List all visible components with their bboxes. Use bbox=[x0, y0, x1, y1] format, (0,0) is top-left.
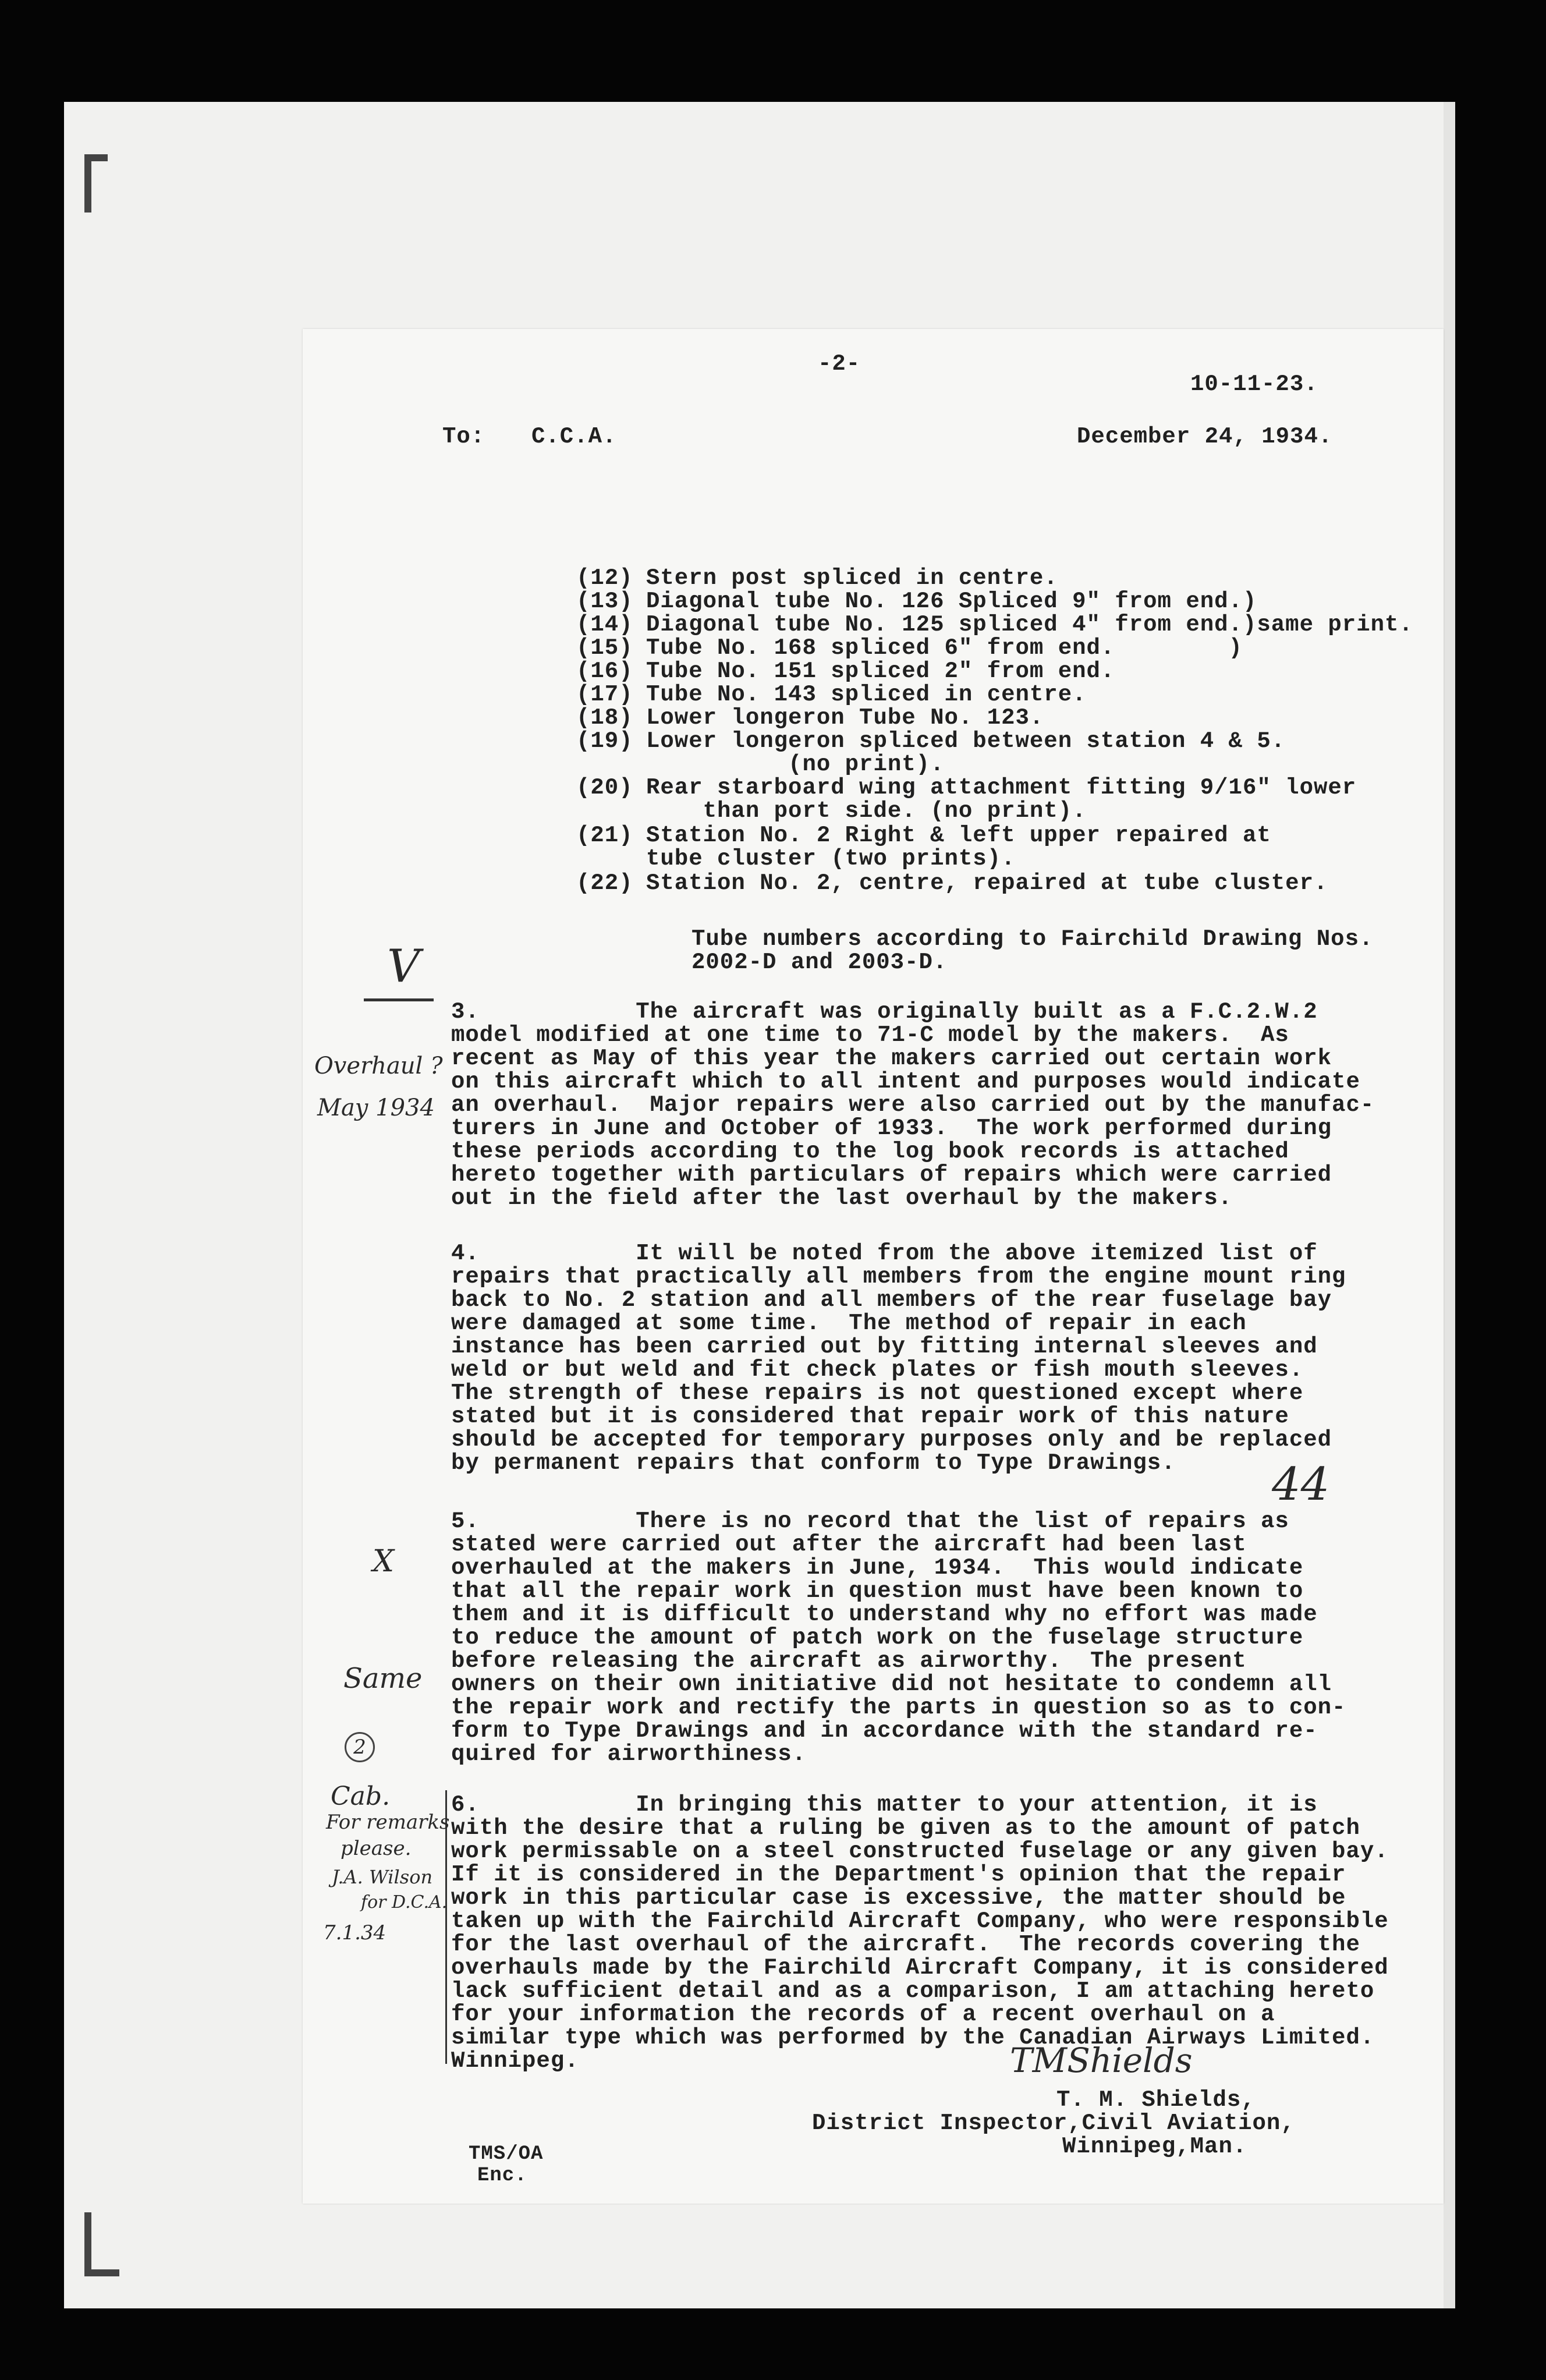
item-text: tube cluster (two prints). bbox=[646, 846, 1016, 872]
para4-line: instance has been carried out by fitting internal sleeves and bbox=[451, 1334, 1318, 1359]
item-text: Tube No. 151 spliced 2" from end. bbox=[646, 658, 1115, 684]
signer-title: District Inspector,Civil Aviation, bbox=[812, 2110, 1295, 2136]
para5-line: before releasing the aircraft as airworthy. The present bbox=[451, 1648, 1247, 1674]
file-number: 10-11-23. bbox=[1190, 371, 1318, 397]
item-num: (22) bbox=[576, 870, 633, 896]
para5-line: stated were carried out after the aircraft had been last bbox=[451, 1532, 1247, 1557]
para6-line: Winnipeg. bbox=[451, 2048, 579, 2074]
item-text: Lower longeron spliced between station 4 & 5. bbox=[646, 728, 1286, 754]
cab-note: Cab. bbox=[331, 1782, 391, 1811]
para3-line: hereto together with particulars of repairs which were carried bbox=[451, 1162, 1332, 1188]
signer-place: Winnipeg,Man. bbox=[1062, 2134, 1247, 2159]
item-num: (15) bbox=[576, 635, 633, 661]
para3-line: model modified at one time to 71-C model by the makers. As bbox=[451, 1022, 1289, 1048]
overhaul-note: Overhaul ? bbox=[314, 1053, 443, 1079]
crop-mark-bottom-left-h bbox=[84, 2269, 119, 2276]
item-text: Tube No. 168 spliced 6" from end. ) bbox=[646, 635, 1243, 661]
item-num: (13) bbox=[576, 589, 633, 614]
item-num: (17) bbox=[576, 682, 633, 707]
crop-mark-top-left-h bbox=[84, 154, 108, 161]
para5-line: to reduce the amount of patch work on the fuselage structure bbox=[451, 1625, 1304, 1651]
item-num: (18) bbox=[576, 705, 633, 731]
para5-line: that all the repair work in question must have been known to bbox=[451, 1578, 1304, 1604]
para6-line: If it is considered in the Department's opinion that the repair bbox=[451, 1862, 1346, 1887]
para6-line: lack sufficient detail and as a comparison, I am attaching hereto bbox=[451, 1978, 1375, 2004]
dca-note: for D.C.A. bbox=[361, 1892, 448, 1912]
para5-line: form to Type Drawings and in accordance with the standard re- bbox=[451, 1718, 1318, 1744]
para3-line: turers in June and October of 1933. The work performed during bbox=[451, 1115, 1332, 1141]
handwritten-signature: TMShields bbox=[1010, 2041, 1193, 2080]
letter-page bbox=[303, 329, 1444, 2204]
overhaul-date-note: May 1934 bbox=[317, 1095, 435, 1121]
para4-line: 4. It will be noted from the above itemized list of bbox=[451, 1241, 1318, 1266]
to-value: C.C.A. bbox=[531, 424, 617, 449]
item-num: (16) bbox=[576, 658, 633, 684]
to-label: To: bbox=[442, 424, 485, 449]
item-num: (12) bbox=[576, 565, 633, 591]
para3-line: these periods according to the log book records is attached bbox=[451, 1139, 1289, 1164]
page-number: -2- bbox=[818, 351, 861, 377]
para3-line: on this aircraft which to all intent and purposes would indicate bbox=[451, 1069, 1360, 1095]
same-note: Same bbox=[343, 1662, 423, 1695]
tube-note-line: Tube numbers according to Fairchild Drawing Nos. bbox=[692, 926, 1374, 952]
check-mark: V bbox=[387, 940, 420, 993]
item-num: (20) bbox=[576, 775, 633, 801]
item-text: Station No. 2, centre, repaired at tube cluster. bbox=[646, 870, 1328, 896]
signer-name: T. M. Shields, bbox=[1056, 2087, 1256, 2113]
remarks-note: For remarks bbox=[326, 1811, 450, 1834]
item-text: Tube No. 143 spliced in centre. bbox=[646, 682, 1087, 707]
para6-line: work in this particular case is excessive, the matter should be bbox=[451, 1885, 1346, 1911]
wilson-initials: J.A. Wilson bbox=[332, 1866, 433, 1888]
para6-line: overhauls made by the Fairchild Aircraft Company, it is considered bbox=[451, 1955, 1389, 1981]
para5-line: overhauled at the makers in June, 1934. This would indicate bbox=[451, 1555, 1304, 1581]
check-underline bbox=[364, 998, 434, 1001]
item-num: (21) bbox=[576, 823, 633, 848]
para5-line: quired for airworthiness. bbox=[451, 1741, 807, 1767]
para4-line: weld or but weld and fit check plates or fish mouth sleeves. bbox=[451, 1357, 1304, 1383]
crop-mark-bottom-left bbox=[84, 2212, 91, 2276]
annotation-date: 7.1.34 bbox=[323, 1921, 386, 1945]
para4-line: should be accepted for temporary purposes only and be replaced bbox=[451, 1427, 1332, 1453]
item-text: Diagonal tube No. 126 Spliced 9" from end.) bbox=[646, 589, 1257, 614]
item-text: Diagonal tube No. 125 spliced 4" from end.)same print. bbox=[646, 612, 1413, 638]
letter-date: December 24, 1934. bbox=[1077, 424, 1333, 449]
circled-number: 2 bbox=[345, 1732, 375, 1762]
para6-line: work permissable on a steel constructed fuselage or any given bay. bbox=[451, 1839, 1389, 1864]
para3-line: recent as May of this year the makers carried out certain work bbox=[451, 1046, 1332, 1071]
para6-line: 6. In bringing this matter to your attention, it is bbox=[451, 1792, 1318, 1818]
para5-line: owners on their own initiative did not hesitate to condemn all bbox=[451, 1671, 1332, 1697]
para4-line: by permanent repairs that conform to Type Drawings. bbox=[451, 1450, 1176, 1476]
crop-mark-top-left bbox=[84, 154, 91, 212]
item-num: (14) bbox=[576, 612, 633, 638]
para4-line: repairs that practically all members from the engine mount ring bbox=[451, 1264, 1346, 1290]
para6-line: similar type which was performed by the Canadian Airways Limited. bbox=[451, 2025, 1375, 2050]
tube-note-line: 2002-D and 2003-D. bbox=[692, 950, 948, 975]
para5-line: them and it is difficult to understand why no effort was made bbox=[451, 1602, 1318, 1627]
para6-line: taken up with the Fairchild Aircraft Company, who were responsible bbox=[451, 1908, 1389, 1934]
para3-line: an overhaul. Major repairs were also carried out by the manufac- bbox=[451, 1092, 1375, 1118]
para4-line: were damaged at some time. The method of repair in each bbox=[451, 1311, 1247, 1336]
item-text: Lower longeron Tube No. 123. bbox=[646, 705, 1044, 731]
enclosure-note: Enc. bbox=[477, 2165, 527, 2187]
para6-line: for the last overhaul of the aircraft. The records covering the bbox=[451, 1932, 1360, 1957]
item-text: than port side. (no print). bbox=[646, 798, 1087, 824]
item-text: (no print). bbox=[646, 752, 945, 777]
item-text: Station No. 2 Right & left upper repaired at bbox=[646, 823, 1271, 848]
para3-line: 3. The aircraft was originally built as a F.C.2.W.2 bbox=[451, 999, 1318, 1025]
item-text: Rear starboard wing attachment fitting 9/16" lower bbox=[646, 775, 1357, 801]
para4-line: The strength of these repairs is not questioned except where bbox=[451, 1380, 1304, 1406]
para3-line: out in the field after the last overhaul by the makers. bbox=[451, 1185, 1233, 1211]
item-text: Stern post spliced in centre. bbox=[646, 565, 1058, 591]
please-note: please. bbox=[341, 1837, 412, 1860]
para5-line: 5. There is no record that the list of repairs as bbox=[451, 1508, 1289, 1534]
para5-line: the repair work and rectify the parts in question so as to con- bbox=[451, 1695, 1346, 1720]
para4-line: stated but it is considered that repair work of this nature bbox=[451, 1404, 1289, 1429]
typist-initials: TMS/OA bbox=[469, 2143, 544, 2165]
page-number-handwritten: 44 bbox=[1272, 1458, 1330, 1511]
para6-line: for your information the records of a recent overhaul on a bbox=[451, 2002, 1275, 2027]
x-mark: X bbox=[373, 1544, 395, 1579]
para6-line: with the desire that a ruling be given as to the amount of patch bbox=[451, 1815, 1360, 1841]
para4-line: back to No. 2 station and all members of the rear fuselage bay bbox=[451, 1287, 1332, 1313]
item-num: (19) bbox=[576, 728, 633, 754]
page-edge bbox=[1444, 102, 1455, 2308]
